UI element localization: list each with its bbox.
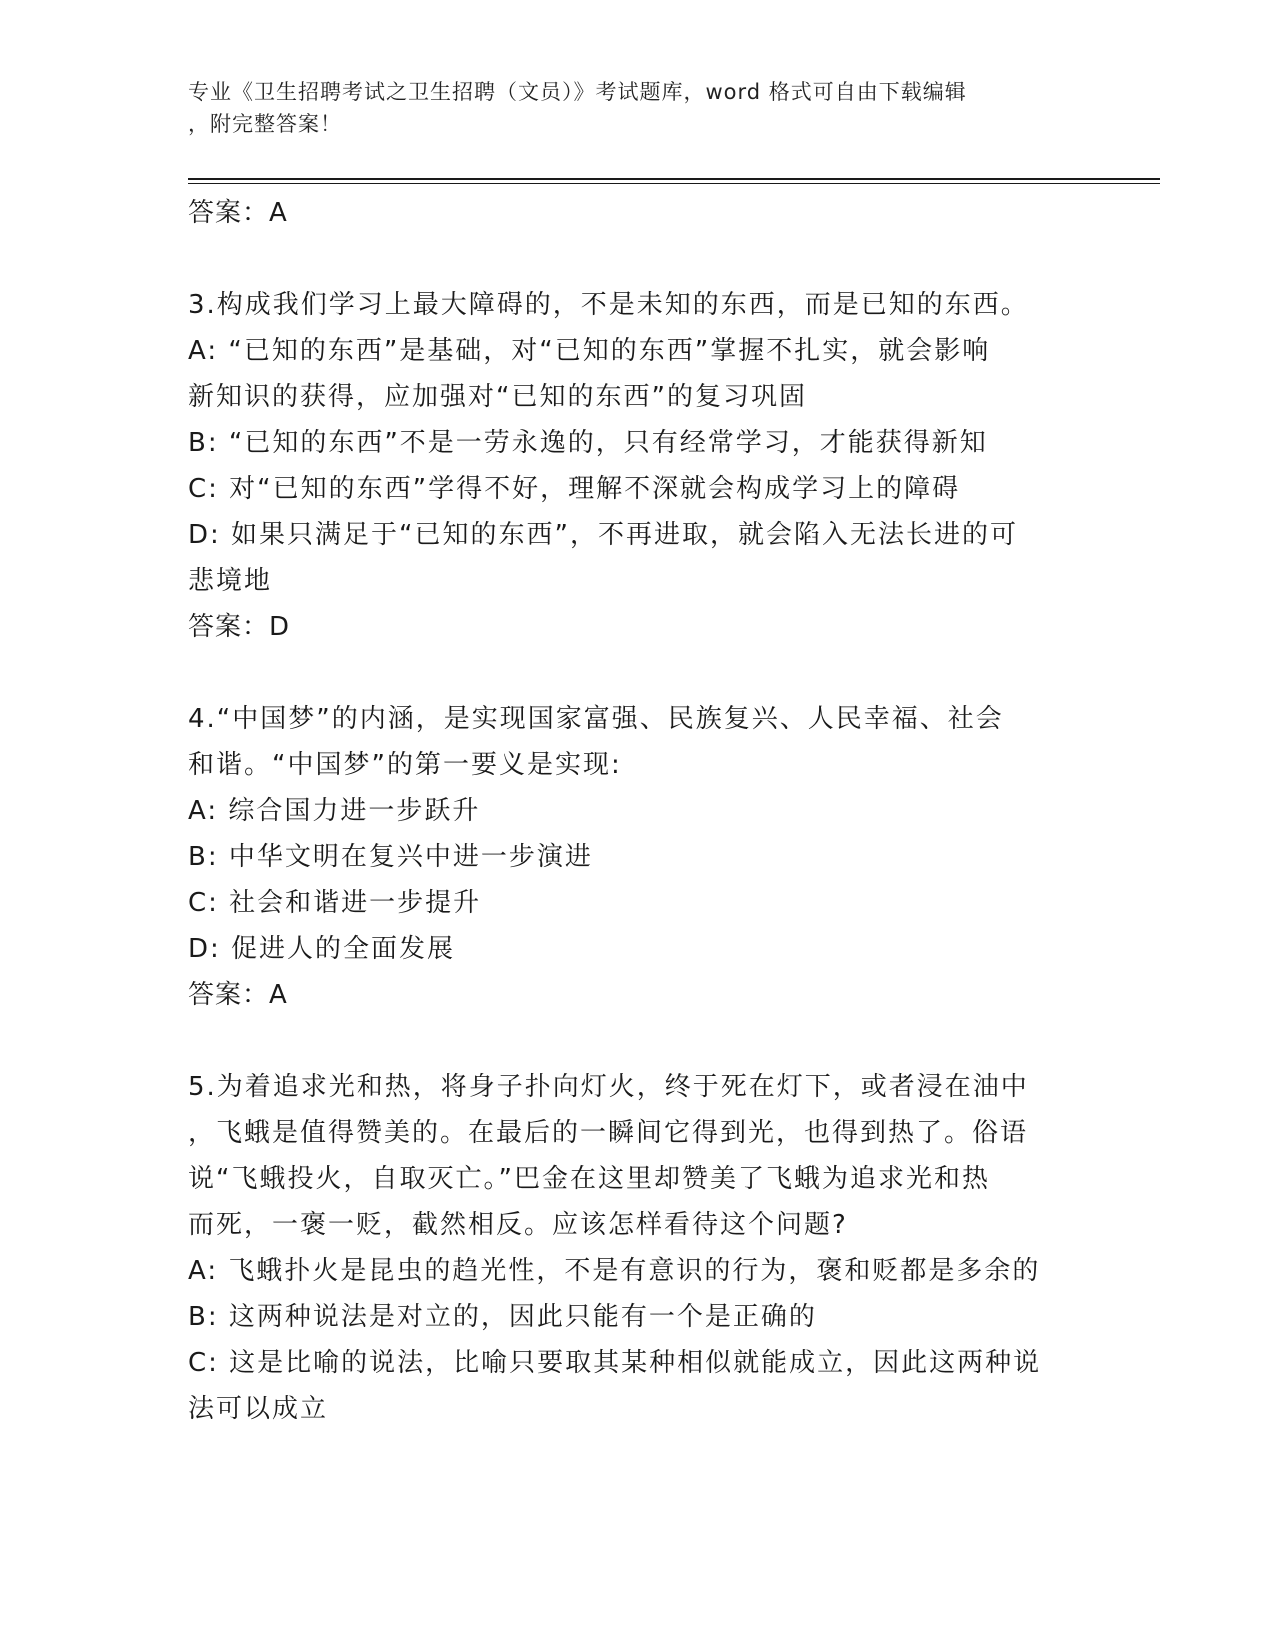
question-5-stem-cont-1: ，飞蛾是值得赞美的。在最后的一瞬间它得到光，也得到热了。俗语 [188, 1118, 1029, 1148]
question-5-stem: 5.为着追求光和热，将身子扑向灯火，终于死在灯下，或者浸在油中 [188, 1072, 1029, 1102]
spacer [188, 1018, 1088, 1064]
question-3 [188, 282, 1088, 604]
question-5-option-c-cont: 法可以成立 [188, 1394, 329, 1424]
spacer [188, 236, 1088, 282]
document-body [188, 190, 1088, 1432]
question-4-stem-cont: 和谐。“中国梦”的第一要义是实现: [188, 750, 622, 780]
question-3-stem: 3.构成我们学习上最大障碍的，不是未知的东西，而是已知的东西。 [188, 290, 1029, 320]
question-4-option-a: A: 综合国力进一步跃升 [188, 796, 481, 826]
answer-q2: 答案：A [188, 198, 288, 228]
question-5-stem-cont-3: 而死，一褒一贬，截然相反。应该怎样看待这个问题? [188, 1210, 848, 1240]
question-3-option-c: C: 对“已知的东西”学得不好，理解不深就会构成学习上的障碍 [188, 474, 961, 504]
answer-q3: 答案：D [188, 612, 291, 642]
question-4-option-c: C: 社会和谐进一步提升 [188, 888, 482, 918]
question-4 [188, 696, 1088, 972]
question-5-stem-cont-2: 说“飞蛾投火，自取灭亡。”巴金在这里却赞美了飞蛾为追求光和热 [188, 1164, 990, 1194]
document-header [188, 76, 1088, 140]
question-5-option-a: A: 飞蛾扑火是昆虫的趋光性，不是有意识的行为，褒和贬都是多余的 [188, 1256, 1041, 1286]
question-4-option-b: B: 中华文明在复兴中进一步演进 [188, 842, 593, 872]
header-divider-thin [188, 183, 1160, 184]
question-5 [188, 1064, 1088, 1432]
question-3-option-d-cont: 悲境地 [188, 566, 273, 596]
question-3-option-a-cont: 新知识的获得，应加强对“已知的东西”的复习巩固 [188, 382, 807, 412]
header-divider-thick [188, 178, 1160, 180]
question-4-option-d: D: 促进人的全面发展 [188, 934, 456, 964]
spacer [188, 650, 1088, 696]
question-3-option-d: D: 如果只满足于“已知的东西”，不再进取，就会陷入无法长进的可 [188, 520, 1018, 550]
question-4-stem: 4.“中国梦”的内涵，是实现国家富强、民族复兴、人民幸福、社会 [188, 704, 1004, 734]
question-5-option-b: B: 这两种说法是对立的，因此只能有一个是正确的 [188, 1302, 817, 1332]
question-3-option-b: B: “已知的东西”不是一劳永逸的，只有经常学习，才能获得新知 [188, 428, 988, 458]
header-line-2: ，附完整答案！ [188, 112, 342, 136]
answer-q4: 答案：A [188, 980, 288, 1010]
header-line-1: 专业《卫生招聘考试之卫生招聘（文员）》考试题库，word 格式可自由下载编辑 [188, 80, 967, 104]
question-3-option-a: A: “已知的东西”是基础，对“已知的东西”掌握不扎实，就会影响 [188, 336, 991, 366]
question-5-option-c: C: 这是比喻的说法，比喻只要取其某种相似就能成立，因此这两种说 [188, 1348, 1042, 1378]
